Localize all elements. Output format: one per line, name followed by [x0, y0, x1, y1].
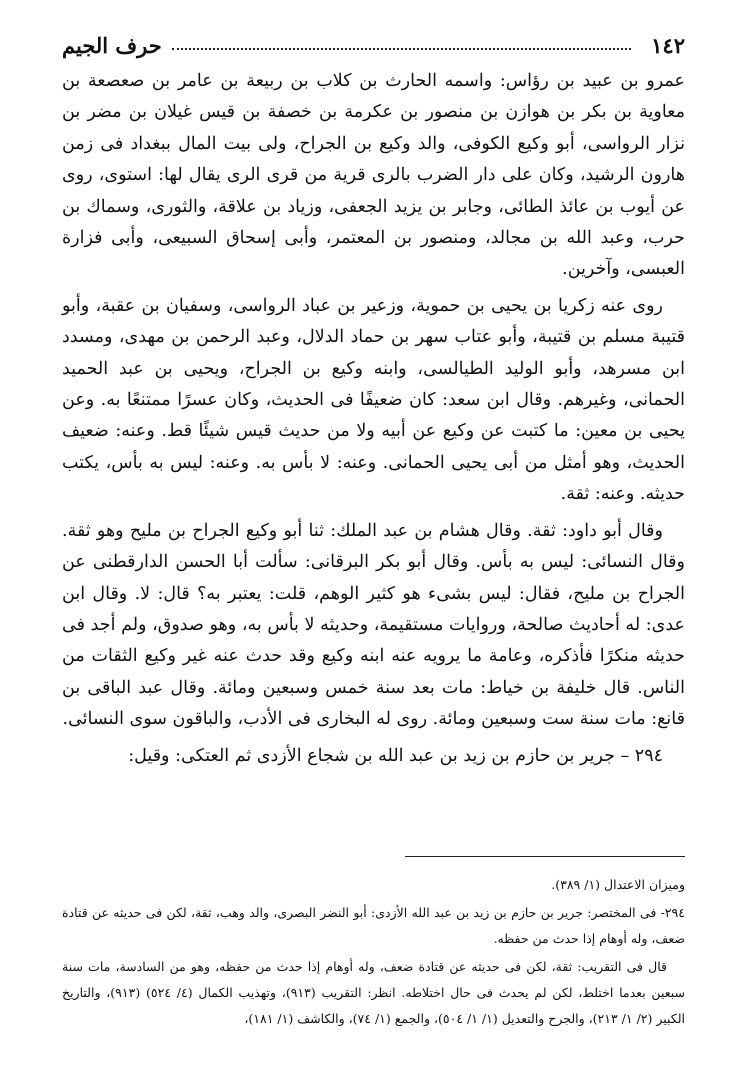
footnotes — [62, 872, 685, 1034]
paragraph: روى عنه زكريا بن يحيى بن حموية، وزعير بن عباد الرواسى، وسفيان بن عقبة، وأبو قتيبة مسلم بن قتيبة، وأبو عتاب سهر بن حماد الدلال، وعبد الرحمن بن مهدى، ومسدد ابن مسرهد، وأبو الوليد الطيالسى، وابنه وكيع بن الجراح، ويحيى بن عبد الحميد الحمانى، وغيرهم. وقال ابن سعد: كان ضعيفًا فى الحديث، وكان عسرًا ممتنعًا به. وعن يحيى بن معين: ما كتبت عن وكيع عن أبيه ولا من حديث قيس شيئًا قط. وعنه: ضعيف الحديث، وهو أمثل من أبى يحيى الحمانى. وعنه: لا بأس به. وعنه: ليس به بأس، يكتب حديثه. وعنه: ثقة. — [62, 295, 685, 505]
footnote: وميزان الاعتدال (١/ ٣٨٩). — [551, 877, 685, 892]
footnote-divider — [405, 856, 685, 857]
footnote: قال فى التقريب: ثقة، لكن فى حديثه عن قتادة ضعف، وله أوهام إذا حدث من حفظه، وهو من السادسة، مات سنة سبعين بعدما اختلط، لكن لم يحدث فى حال اختلاطه. انظر: التقريب (٩١٣)، وتهذيب الكمال (٤/ ٥٢٤) (٩١٣)، والتاريخ الكبير (٢/ ١/ ٢١٣)، والجرح والتعديل (١/ ١/ ٥٠٤)، والجمع (١/ ٧٤)، والكاشف (١/ ١٨١)، — [62, 959, 686, 1026]
main-text — [62, 66, 685, 777]
paragraph: ٢٩٤ – جرير بن حازم بن زيد بن عبد الله بن شجاع الأزدى ثم العتكى: وقيل: — [128, 745, 663, 766]
footnote: ٢٩٤- فى المختصر: جرير بن حازم بن زيد بن عبد الله الأزدى: أبو النضر البصرى، والد وهب، ثقة، لكن فى حديثه عن قتادة ضعف، وله أوهام إذا حدث من حفظه. — [62, 905, 685, 946]
paragraph: وقال أبو داود: ثقة. وقال هشام بن عبد الملك: ثنا أبو وكيع الجراح بن مليح وهو ثقة. وقال النسائى: ليس به بأس. وقال أبو بكر البرقانى: سألت أبا الحسن الدارقطنى عن الجراح بن مليح، فقال: ليس بشىء هو كثير الوهم، قلت: يعتبر به؟ قال: لا. وقال ابن عدى: له أحاديث صالحة، وروايات مستقيمة، وحديثه لا بأس به، وهو صدوق، ولم أجد فى حديثه منكرًا فأذكره، وعامة ما يرويه عنه ابنه وكيع وقد حدث عنه غير وكيع الثقات من الناس. قال خليفة بن خياط: مات بعد سنة خمس وسبعين ومائة. وقال عبد الباقى بن قانع: مات سنة ست وسبعين ومائة. روى له البخارى فى الأدب، والباقون سوى النسائى. — [62, 520, 685, 730]
section-title: حرف الجيم — [62, 32, 162, 58]
page-number: ١٤٢ — [651, 32, 685, 58]
paragraph: عمرو بن عبيد بن رؤاس: واسمه الحارث بن كلاب بن ربيعة بن عامر بن صعصعة بن معاوية بن بكر بن هوازن بن منصور بن عكرمة بن خصفة بن قيس غيلان بن مضر بن نزار الرواسى، أبو وكيع الكوفى، والد وكيع بن الجراح، ولى بيت المال ببغداد فى زمن هارون الرشيد، وكان على دار الضرب بالرى قرية من قرى الرى يقال لها: استوى، روى عن أيوب بن عائذ الطائى، وجابر بن يزيد الجعفى، وزياد بن علاقة، والثورى، وسماك بن حرب، وعبد الله بن مجالد، ومنصور بن المعتمر، وأبى إسحاق السبيعى، وأبى فزارة العبسى، وآخرين. — [62, 71, 685, 280]
header-dotted-leader — [172, 48, 631, 50]
page-header — [62, 30, 685, 60]
